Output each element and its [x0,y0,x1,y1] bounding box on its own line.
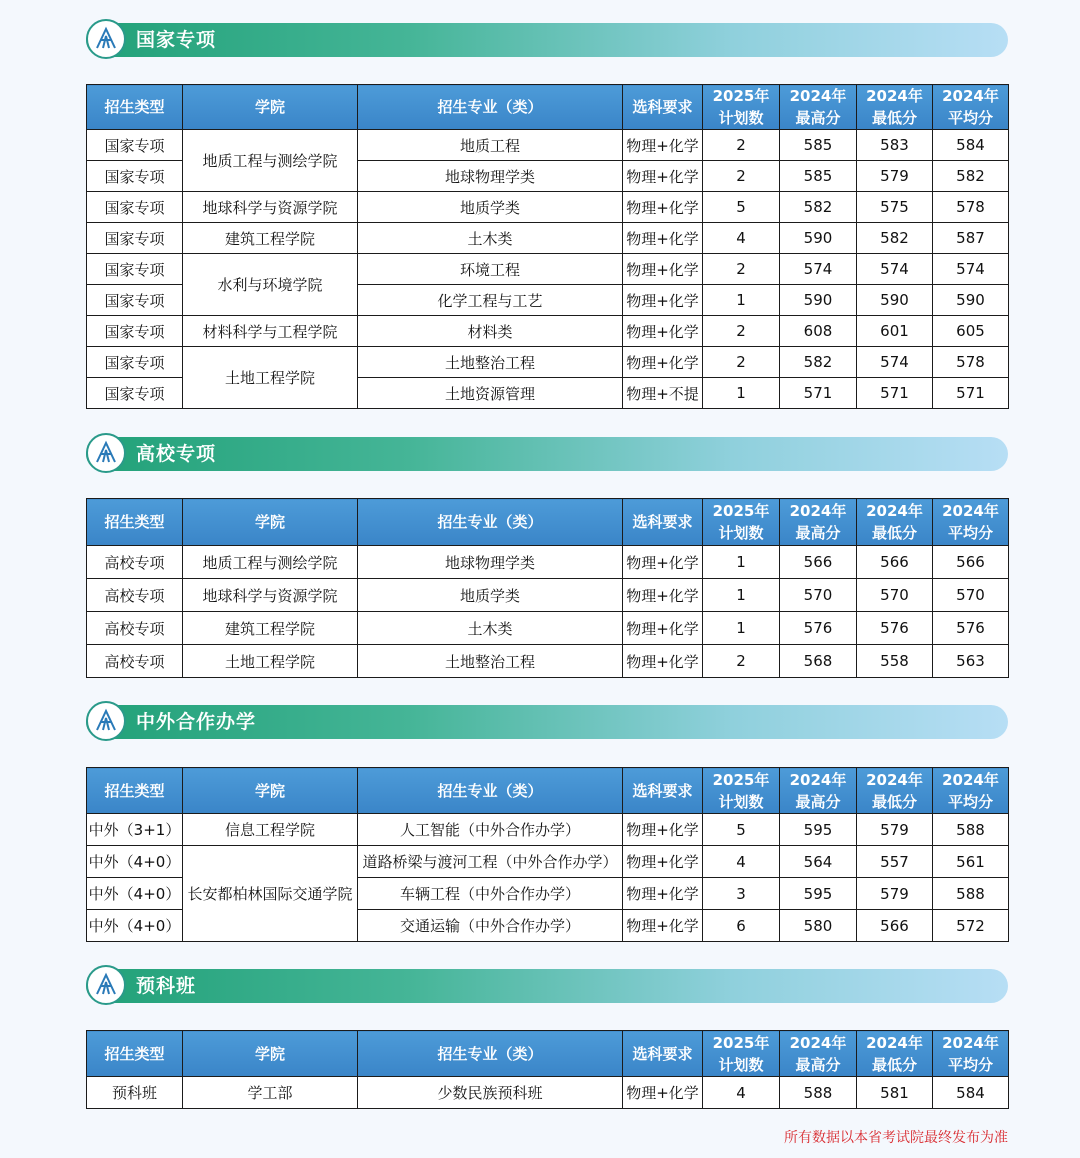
table-row: 高校专项 地球科学与资源学院 地质学类 物理+化学 1 570 570 570 [87,579,1009,612]
table-row: 国家专项 地质工程与测绘学院 地质工程 物理+化学 2 585 583 584 [87,130,1009,161]
header-min: 2024年 最低分 [857,768,933,814]
header-college: 学院 [183,1031,358,1077]
table-university [86,498,1009,678]
table-row: 预科班 学工部 少数民族预科班 物理+化学 4 588 581 584 [87,1077,1009,1109]
header-type: 招生类型 [87,499,183,546]
section-banner-national [86,23,1008,57]
header-subject: 选科要求 [623,1031,703,1077]
header-college: 学院 [183,768,358,814]
table-row: 国家专项 化学工程与工艺 物理+化学 1 590 590 590 [87,285,1009,316]
header-plan: 2025年 计划数 [703,1031,780,1077]
header-avg: 2024年 平均分 [933,1031,1009,1077]
section-banner-sino-foreign [86,705,1008,739]
section-banner-university [86,437,1008,471]
header-avg: 2024年 平均分 [933,499,1009,546]
header-avg: 2024年 平均分 [933,768,1009,814]
header-min: 2024年 最低分 [857,499,933,546]
section-title: 高校专项 [136,443,217,465]
header-plan: 2025年 计划数 [703,499,780,546]
section-title: 预科班 [136,975,197,997]
header-type: 招生类型 [87,85,183,130]
header-max: 2024年 最高分 [780,85,857,130]
header-plan: 2025年 计划数 [703,768,780,814]
header-major: 招生专业（类） [358,499,623,546]
section-banner-preparatory [86,969,1008,1003]
university-logo-icon [86,701,126,741]
header-min: 2024年 最低分 [857,1031,933,1077]
table-row: 高校专项 土地工程学院 土地整治工程 物理+化学 2 568 558 563 [87,645,1009,678]
table-row: 高校专项 地质工程与测绘学院 地球物理学类 物理+化学 1 566 566 566 [87,546,1009,579]
table-row: 中外（4+0） 车辆工程（中外合作办学） 物理+化学 3 595 579 588 [87,878,1009,910]
header-plan: 2025年 计划数 [703,85,780,130]
header-avg: 2024年 平均分 [933,85,1009,130]
table-row: 中外（4+0） 交通运输（中外合作办学） 物理+化学 6 580 566 572 [87,910,1009,942]
header-major: 招生专业（类） [358,1031,623,1077]
table-row: 国家专项 建筑工程学院 土木类 物理+化学 4 590 582 587 [87,223,1009,254]
section-title: 国家专项 [136,29,217,51]
header-max: 2024年 最高分 [780,1031,857,1077]
table-row: 国家专项 土地工程学院 土地整治工程 物理+化学 2 582 574 578 [87,347,1009,378]
table-row: 中外（4+0） 长安都柏林国际交通学院 道路桥梁与渡河工程（中外合作办学） 物理+化学 4 564 557 561 [87,846,1009,878]
header-major: 招生专业（类） [358,768,623,814]
header-college: 学院 [183,499,358,546]
header-subject: 选科要求 [623,499,703,546]
university-logo-icon [86,433,126,473]
header-subject: 选科要求 [623,768,703,814]
footer-note: 所有数据以本省考试院最终发布为准 [784,1130,1008,1146]
table-row: 国家专项 材料科学与工程学院 材料类 物理+化学 2 608 601 605 [87,316,1009,347]
header-major: 招生专业（类） [358,85,623,130]
header-max: 2024年 最高分 [780,768,857,814]
table-row: 国家专项 地球物理学类 物理+化学 2 585 579 582 [87,161,1009,192]
table-row: 国家专项 水利与环境学院 环境工程 物理+化学 2 574 574 574 [87,254,1009,285]
header-college: 学院 [183,85,358,130]
table-row: 国家专项 土地资源管理 物理+不提 1 571 571 571 [87,378,1009,409]
table-preparatory [86,1030,1009,1109]
header-max: 2024年 最高分 [780,499,857,546]
table-row: 高校专项 建筑工程学院 土木类 物理+化学 1 576 576 576 [87,612,1009,645]
university-logo-icon [86,19,126,59]
section-title: 中外合作办学 [136,711,257,733]
table-national [86,84,1009,409]
header-type: 招生类型 [87,768,183,814]
header-subject: 选科要求 [623,85,703,130]
university-logo-icon [86,965,126,1005]
table-row: 国家专项 地球科学与资源学院 地质学类 物理+化学 5 582 575 578 [87,192,1009,223]
table-sino-foreign [86,767,1009,942]
header-min: 2024年 最低分 [857,85,933,130]
header-type: 招生类型 [87,1031,183,1077]
table-row: 中外（3+1） 信息工程学院 人工智能（中外合作办学） 物理+化学 5 595 579 588 [87,814,1009,846]
